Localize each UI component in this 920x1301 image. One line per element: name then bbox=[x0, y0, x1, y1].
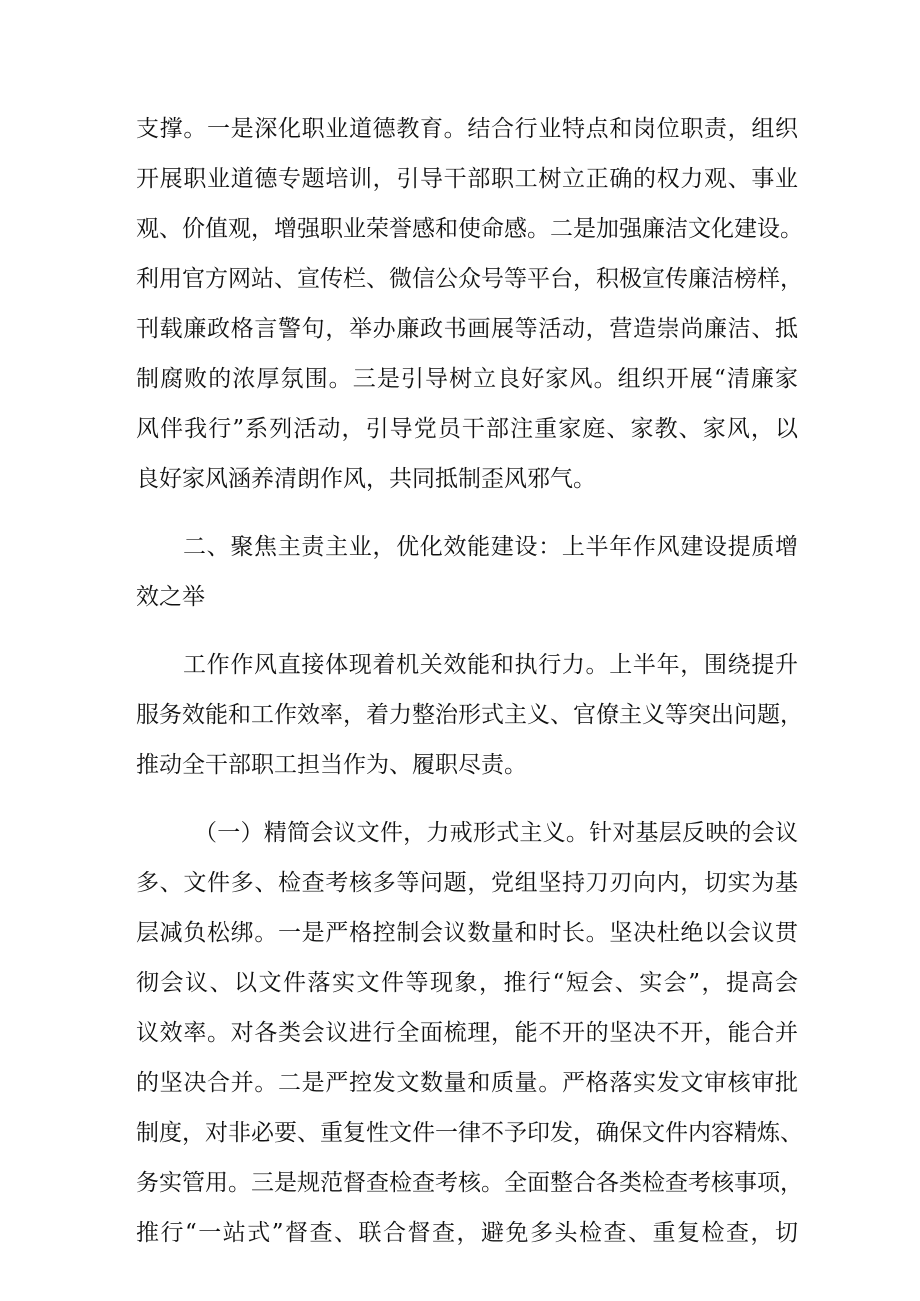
section-heading bbox=[136, 522, 798, 622]
paragraph-efficiency-intro bbox=[136, 640, 803, 790]
text-line: 利用官方网站、宣传栏、微信公众号等平台，积极宣传廉洁榜样， bbox=[136, 266, 803, 292]
text-line: 观、价值观，增强职业荣誉感和使命感。二是加强廉洁文化建设。 bbox=[136, 216, 803, 242]
text-line: 服务效能和工作效率，着力整治形式主义、官僚主义等突出问题， bbox=[136, 702, 803, 728]
paragraph-integrity-culture bbox=[136, 104, 803, 504]
text-line: 风伴我行”系列活动，引导党员干部注重家庭、家教、家风，以 bbox=[136, 416, 798, 442]
text-line: 工作作风直接体现着机关效能和执行力。上半年，围绕提升 bbox=[183, 652, 798, 678]
text-line: 制度，对非必要、重复性文件一律不予印发，确保文件内容精炼、 bbox=[136, 1120, 803, 1146]
heading-line: 效之举 bbox=[136, 584, 205, 610]
text-line: 刊载廉政格言警句，举办廉政书画展等活动，营造崇尚廉洁、抵 bbox=[136, 316, 798, 342]
text-line: 的坚决合并。二是严控发文数量和质量。严格落实发文审核审批 bbox=[136, 1070, 798, 1096]
text-line: 推动全干部职工担当作为、履职尽责。 bbox=[136, 752, 527, 778]
text-line: 良好家风涵养清朗作风，共同抵制歪风邪气。 bbox=[136, 466, 596, 492]
text-line: 议效率。对各类会议进行全面梳理，能不开的坚决不开，能合并 bbox=[136, 1020, 798, 1046]
document-body bbox=[136, 104, 803, 1258]
text-line: 开展职业道德专题培训，引导干部职工树立正确的权力观、事业 bbox=[136, 166, 798, 192]
text-line: 支撑。一是深化职业道德教育。结合行业特点和岗位职责，组织 bbox=[136, 116, 798, 142]
text-line: 制腐败的浓厚氛围。三是引导树立良好家风。组织开展“清廉家 bbox=[136, 366, 798, 392]
heading-line: 二、聚焦主责主业，优化效能建设：上半年作风建设提质增 bbox=[183, 534, 798, 560]
text-line: （一）精简会议文件，力戒形式主义。针对基层反映的会议 bbox=[194, 820, 798, 846]
text-line: 务实管用。三是规范督查检查考核。全面整合各类检查考核事项， bbox=[136, 1170, 803, 1196]
text-line: 层减负松绑。一是严格控制会议数量和时长。坚决杜绝以会议贯 bbox=[136, 920, 798, 946]
paragraph-meetings-documents bbox=[136, 808, 803, 1258]
text-line: 推行“一站式”督查、联合督查，避免多头检查、重复检查，切 bbox=[136, 1220, 798, 1246]
text-line: 多、文件多、检查考核多等问题，党组坚持刀刃向内，切实为基 bbox=[136, 870, 798, 896]
text-line: 彻会议、以文件落实文件等现象，推行“短会、实会”，提高会 bbox=[136, 970, 798, 996]
